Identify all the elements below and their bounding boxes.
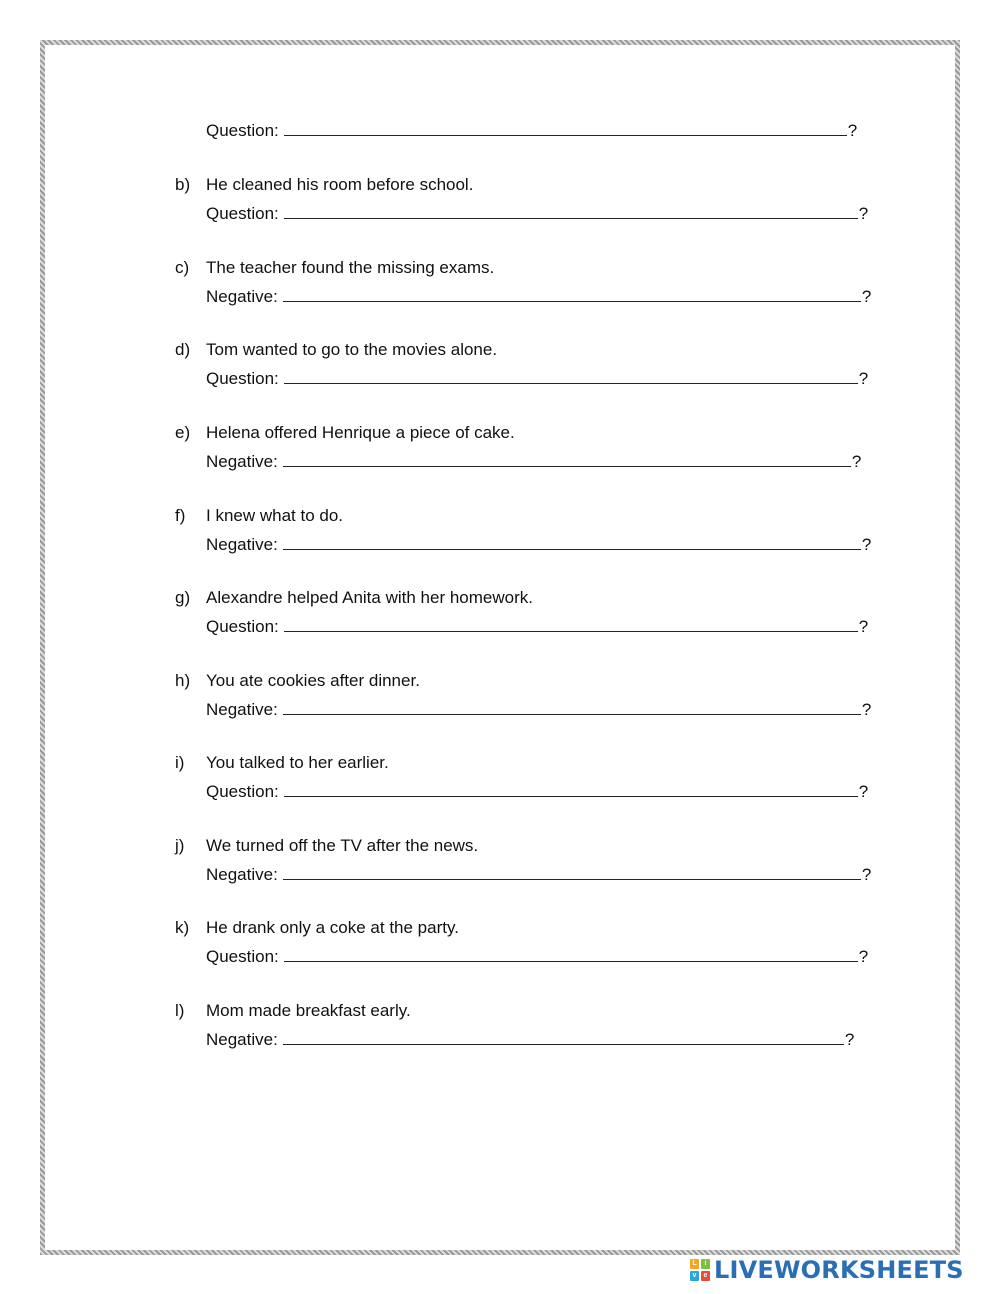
question-mark: ? xyxy=(861,699,872,719)
item-sentence: I knew what to do. xyxy=(206,506,344,525)
exercise-item-f xyxy=(175,504,895,559)
answer-label: Question: xyxy=(206,121,279,140)
item-letter: c) xyxy=(175,258,190,277)
logo-tile: L xyxy=(690,1259,699,1269)
exercise-item-j xyxy=(175,834,895,889)
answer-label: Question: xyxy=(206,368,279,388)
question-mark: ? xyxy=(858,368,869,388)
item-letter: e) xyxy=(175,423,191,442)
exercise-item-l xyxy=(175,999,895,1054)
item-sentence: He drank only a coke at the party. xyxy=(206,918,459,937)
exercise-item-h xyxy=(175,669,895,724)
answer-blank-input[interactable] xyxy=(283,862,861,880)
exercise-item-c xyxy=(175,256,895,311)
exercise-item-i xyxy=(175,751,895,806)
answer-blank-input[interactable] xyxy=(283,284,861,302)
answer-blank-input[interactable] xyxy=(283,532,861,550)
exercise-item-k xyxy=(175,916,895,971)
answer-label: Negative: xyxy=(206,534,278,554)
answer-label: Question: xyxy=(206,616,279,636)
item-letter: h) xyxy=(175,671,191,690)
item-sentence: You ate cookies after dinner. xyxy=(206,671,420,690)
answer-label: Question: xyxy=(206,946,279,966)
question-mark: ? xyxy=(861,534,872,554)
answer-blank-input[interactable] xyxy=(284,118,847,136)
item-letter: b) xyxy=(175,175,191,194)
answer-label: Negative: xyxy=(206,1029,278,1049)
question-mark: ? xyxy=(851,451,862,471)
answer-label: Negative: xyxy=(206,699,278,719)
question-mark: ? xyxy=(858,203,869,223)
answer-label: Question: xyxy=(206,781,279,801)
question-mark: ? xyxy=(858,616,869,636)
answer-blank-input[interactable] xyxy=(284,944,858,962)
answer-label: Negative: xyxy=(206,451,278,471)
item-sentence: Alexandre helped Anita with her homework. xyxy=(206,588,533,607)
item-letter: d) xyxy=(175,340,191,359)
logo-tile: e xyxy=(701,1271,710,1281)
question-mark: ? xyxy=(844,1029,855,1049)
question-mark: ? xyxy=(861,286,872,306)
exercise-item-g xyxy=(175,586,895,641)
question-mark: ? xyxy=(847,121,858,140)
answer-blank-input[interactable] xyxy=(284,779,858,797)
question-mark: ? xyxy=(858,946,869,966)
answer-blank-input[interactable] xyxy=(284,614,858,632)
answer-blank-input[interactable] xyxy=(283,1027,844,1045)
item-sentence: Tom wanted to go to the movies alone. xyxy=(206,340,498,359)
answer-blank-input[interactable] xyxy=(283,449,851,467)
exercise-item-e xyxy=(175,421,895,476)
item-letter: k) xyxy=(175,918,190,937)
answer-line-a xyxy=(206,118,857,143)
item-letter: f) xyxy=(175,506,186,525)
item-sentence: We turned off the TV after the news. xyxy=(206,836,479,855)
item-sentence: The teacher found the missing exams. xyxy=(206,258,495,277)
item-sentence: He cleaned his room before school. xyxy=(206,175,474,194)
item-sentence: You talked to her earlier. xyxy=(206,753,389,772)
answer-blank-input[interactable] xyxy=(284,201,858,219)
item-sentence: Mom made breakfast early. xyxy=(206,1001,411,1020)
logo-tiles-icon xyxy=(690,1259,710,1281)
logo-tile: i xyxy=(701,1259,710,1269)
item-letter: j) xyxy=(175,836,185,855)
logo-tile: v xyxy=(690,1271,699,1281)
answer-blank-input[interactable] xyxy=(284,366,858,384)
item-letter: g) xyxy=(175,588,191,607)
answer-label: Negative: xyxy=(206,286,278,306)
liveworksheets-logo xyxy=(690,1257,964,1283)
answer-label: Question: xyxy=(206,203,279,223)
question-mark: ? xyxy=(861,864,872,884)
item-sentence: Helena offered Henrique a piece of cake. xyxy=(206,423,515,442)
exercise-item-b xyxy=(175,173,895,228)
answer-label: Negative: xyxy=(206,864,278,884)
exercise-item-d xyxy=(175,338,895,393)
answer-blank-input[interactable] xyxy=(283,697,861,715)
question-mark: ? xyxy=(858,781,869,801)
item-letter: i) xyxy=(175,753,185,772)
logo-text: LIVEWORKSHEETS xyxy=(714,1256,964,1284)
item-letter: l) xyxy=(175,1001,185,1020)
